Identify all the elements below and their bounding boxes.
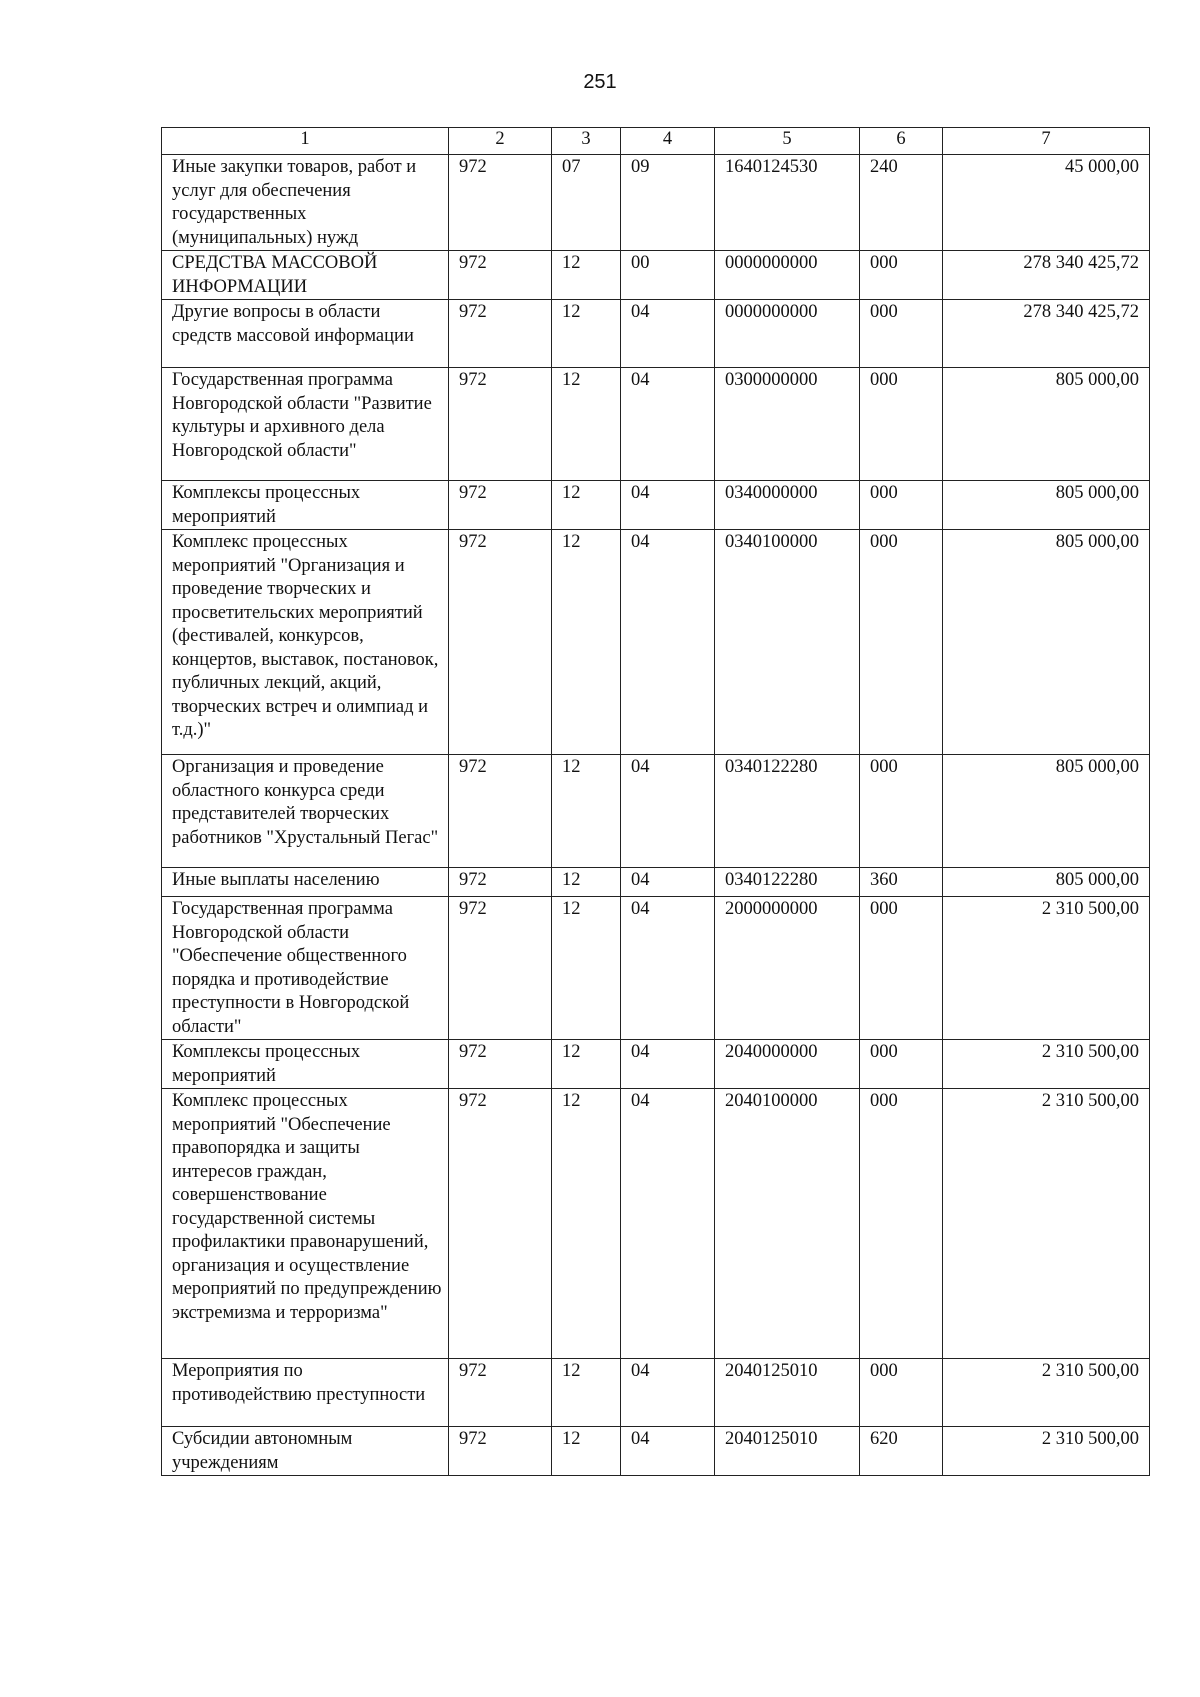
target-article-cell: 0340122280 (715, 755, 860, 868)
expense-type-cell: 000 (860, 1359, 943, 1427)
target-article-cell: 2040100000 (715, 1089, 860, 1359)
subsection-code-cell: 04 (621, 755, 715, 868)
table-body (162, 155, 1150, 1476)
amount-cell: 805 000,00 (943, 530, 1150, 755)
subsection-code-cell: 04 (621, 368, 715, 481)
row-name-cell: Другие вопросы в области средств массовой информации (162, 300, 449, 368)
expense-type-cell: 360 (860, 868, 943, 897)
subsection-code-cell: 00 (621, 251, 715, 300)
table-row (162, 530, 1150, 755)
grbs-code-cell: 972 (449, 1359, 552, 1427)
amount-cell: 2 310 500,00 (943, 1359, 1150, 1427)
grbs-code-cell: 972 (449, 155, 552, 251)
grbs-code-cell: 972 (449, 1089, 552, 1359)
table-header-row (162, 128, 1150, 155)
amount-cell: 2 310 500,00 (943, 1427, 1150, 1476)
section-code-cell: 12 (552, 251, 621, 300)
table-row (162, 1089, 1150, 1359)
section-code-cell: 12 (552, 1040, 621, 1089)
table-row (162, 1359, 1150, 1427)
target-article-cell: 0340100000 (715, 530, 860, 755)
expense-type-cell: 000 (860, 530, 943, 755)
target-article-cell: 0300000000 (715, 368, 860, 481)
expense-type-cell: 240 (860, 155, 943, 251)
section-code-cell: 12 (552, 481, 621, 530)
table-row (162, 1040, 1150, 1089)
section-code-cell: 07 (552, 155, 621, 251)
grbs-code-cell: 972 (449, 300, 552, 368)
grbs-code-cell: 972 (449, 868, 552, 897)
column-header-1: 1 (162, 128, 449, 155)
target-article-cell: 0340000000 (715, 481, 860, 530)
expense-type-cell: 000 (860, 1089, 943, 1359)
row-name-cell: Иные закупки товаров, работ и услуг для обеспечения государственных (муниципальных) нужд (162, 155, 449, 251)
subsection-code-cell: 04 (621, 1040, 715, 1089)
section-code-cell: 12 (552, 897, 621, 1040)
row-name-cell: Субсидии автономным учреждениям (162, 1427, 449, 1476)
row-name-cell: Комплексы процессных мероприятий (162, 1040, 449, 1089)
subsection-code-cell: 04 (621, 897, 715, 1040)
row-name-cell: Комплекс процессных мероприятий "Организация и проведение творческих и просветительских мероприятий (фестивалей, конкурсов, концертов, выставок, постановок, публичных лекций, акций, творческих встреч и олимпиад и т.д.)" (162, 530, 449, 755)
grbs-code-cell: 972 (449, 481, 552, 530)
target-article-cell: 0340122280 (715, 868, 860, 897)
amount-cell: 2 310 500,00 (943, 897, 1150, 1040)
column-header-4: 4 (621, 128, 715, 155)
table-row (162, 868, 1150, 897)
target-article-cell: 1640124530 (715, 155, 860, 251)
amount-cell: 805 000,00 (943, 868, 1150, 897)
section-code-cell: 12 (552, 868, 621, 897)
amount-cell: 278 340 425,72 (943, 251, 1150, 300)
subsection-code-cell: 04 (621, 1359, 715, 1427)
table-row (162, 155, 1150, 251)
section-code-cell: 12 (552, 300, 621, 368)
target-article-cell: 0000000000 (715, 251, 860, 300)
target-article-cell: 0000000000 (715, 300, 860, 368)
grbs-code-cell: 972 (449, 251, 552, 300)
page-number: 251 (583, 71, 617, 93)
subsection-code-cell: 04 (621, 1427, 715, 1476)
amount-cell: 805 000,00 (943, 755, 1150, 868)
row-name-cell: Иные выплаты населению (162, 868, 449, 897)
column-header-3: 3 (552, 128, 621, 155)
subsection-code-cell: 04 (621, 300, 715, 368)
section-code-cell: 12 (552, 1359, 621, 1427)
table-row (162, 300, 1150, 368)
table-row (162, 251, 1150, 300)
expense-type-cell: 000 (860, 300, 943, 368)
expense-type-cell: 620 (860, 1427, 943, 1476)
row-name-cell: Мероприятия по противодействию преступности (162, 1359, 449, 1427)
column-header-5: 5 (715, 128, 860, 155)
row-name-cell: Государственная программа Новгородской области "Развитие культуры и архивного дела Новгородской области" (162, 368, 449, 481)
section-code-cell: 12 (552, 368, 621, 481)
expense-type-cell: 000 (860, 1040, 943, 1089)
target-article-cell: 2040125010 (715, 1359, 860, 1427)
row-name-cell: Организация и проведение областного конкурса среди представителей творческих работников "Хрустальный Пегас" (162, 755, 449, 868)
grbs-code-cell: 972 (449, 1427, 552, 1476)
row-name-cell: Комплексы процессных мероприятий (162, 481, 449, 530)
grbs-code-cell: 972 (449, 368, 552, 481)
subsection-code-cell: 09 (621, 155, 715, 251)
target-article-cell: 2000000000 (715, 897, 860, 1040)
column-header-6: 6 (860, 128, 943, 155)
column-header-7: 7 (943, 128, 1150, 155)
expense-type-cell: 000 (860, 755, 943, 868)
subsection-code-cell: 04 (621, 481, 715, 530)
section-code-cell: 12 (552, 1089, 621, 1359)
expense-type-cell: 000 (860, 368, 943, 481)
grbs-code-cell: 972 (449, 897, 552, 1040)
section-code-cell: 12 (552, 530, 621, 755)
grbs-code-cell: 972 (449, 530, 552, 755)
section-code-cell: 12 (552, 755, 621, 868)
expense-type-cell: 000 (860, 481, 943, 530)
subsection-code-cell: 04 (621, 868, 715, 897)
table-row (162, 755, 1150, 868)
expense-type-cell: 000 (860, 251, 943, 300)
expense-type-cell: 000 (860, 897, 943, 1040)
target-article-cell: 2040125010 (715, 1427, 860, 1476)
amount-cell: 805 000,00 (943, 368, 1150, 481)
amount-cell: 805 000,00 (943, 481, 1150, 530)
grbs-code-cell: 972 (449, 1040, 552, 1089)
row-name-cell: Комплекс процессных мероприятий "Обеспечение правопорядка и защиты интересов граждан, совершенствование государственной системы профилактики правонарушений, организация и осуществление мероприятий по предупреждению экстремизма и терроризма" (162, 1089, 449, 1359)
subsection-code-cell: 04 (621, 1089, 715, 1359)
grbs-code-cell: 972 (449, 755, 552, 868)
budget-table (161, 127, 1150, 1476)
target-article-cell: 2040000000 (715, 1040, 860, 1089)
subsection-code-cell: 04 (621, 530, 715, 755)
table-row (162, 368, 1150, 481)
amount-cell: 278 340 425,72 (943, 300, 1150, 368)
table-row (162, 481, 1150, 530)
row-name-cell: Государственная программа Новгородской области "Обеспечение общественного порядка и противодействие преступности в Новгородской области" (162, 897, 449, 1040)
table-row (162, 897, 1150, 1040)
amount-cell: 45 000,00 (943, 155, 1150, 251)
row-name-cell: СРЕДСТВА МАССОВОЙ ИНФОРМАЦИИ (162, 251, 449, 300)
section-code-cell: 12 (552, 1427, 621, 1476)
amount-cell: 2 310 500,00 (943, 1089, 1150, 1359)
column-header-2: 2 (449, 128, 552, 155)
amount-cell: 2 310 500,00 (943, 1040, 1150, 1089)
table-row (162, 1427, 1150, 1476)
